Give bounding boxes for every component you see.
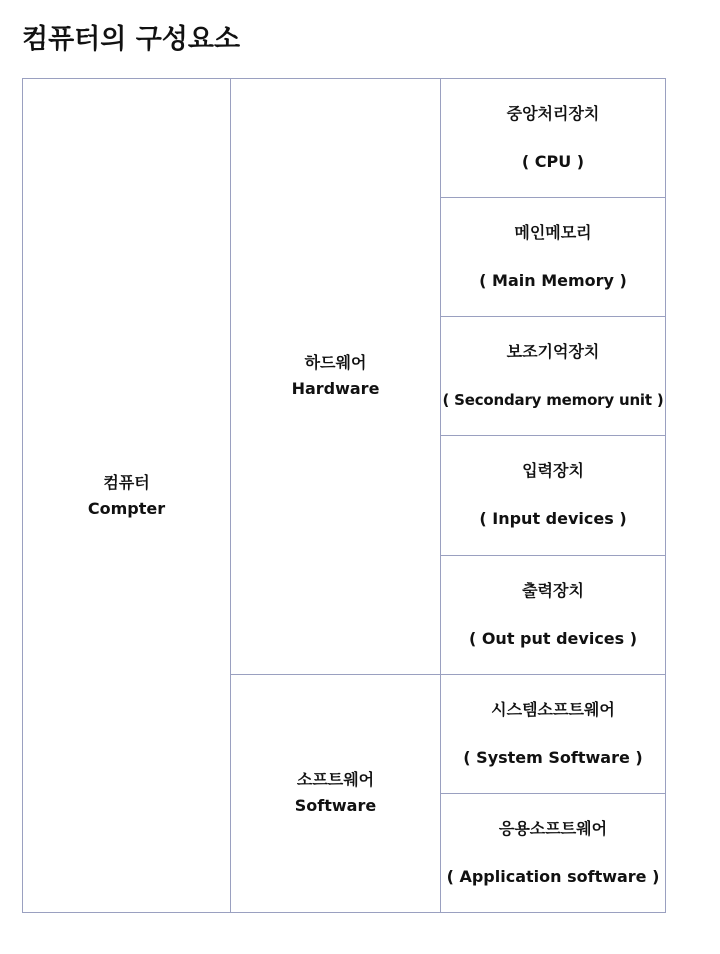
computer-label-ko: 컴퓨터 bbox=[103, 472, 150, 492]
secondary-memory-cell bbox=[441, 317, 666, 436]
components-table bbox=[22, 78, 666, 913]
input-devices-label-en: ( Input devices ) bbox=[479, 509, 627, 529]
secondary-memory-label-en: ( Secondary memory unit ) bbox=[442, 391, 664, 410]
output-devices-cell bbox=[441, 555, 666, 674]
output-devices-label-en: ( Out put devices ) bbox=[468, 628, 638, 648]
table-row bbox=[23, 79, 666, 198]
application-software-cell bbox=[441, 793, 666, 912]
hardware-label-ko: 하드웨어 bbox=[304, 353, 367, 373]
page-title: 컴퓨터의 구성요소 bbox=[22, 24, 241, 55]
input-devices-cell bbox=[441, 436, 666, 555]
system-software-cell bbox=[441, 674, 666, 793]
input-devices-label-ko: 입력장치 bbox=[522, 461, 584, 481]
cpu-cell bbox=[441, 79, 666, 198]
cpu-label-en: ( CPU ) bbox=[521, 152, 585, 172]
output-devices-label-ko: 출력장치 bbox=[522, 580, 584, 600]
computer-cell bbox=[23, 79, 231, 913]
application-software-label-en: ( Application software ) bbox=[446, 866, 660, 886]
cpu-label-ko: 중앙처리장치 bbox=[506, 104, 600, 124]
software-label-ko: 소프트웨어 bbox=[296, 770, 375, 790]
main-memory-label-en: ( Main Memory ) bbox=[479, 271, 627, 291]
hardware-cell bbox=[231, 79, 441, 675]
software-cell bbox=[231, 674, 441, 912]
secondary-memory-label-ko: 보조기억장치 bbox=[506, 342, 600, 362]
main-memory-cell bbox=[441, 198, 666, 317]
software-label-en: Software bbox=[294, 796, 377, 816]
system-software-label-ko: 시스템소프트웨어 bbox=[491, 699, 615, 719]
main-memory-label-ko: 메인메모리 bbox=[514, 223, 592, 243]
system-software-label-en: ( System Software ) bbox=[463, 747, 643, 767]
hardware-label-en: Hardware bbox=[291, 379, 380, 399]
computer-label-en: Compter bbox=[87, 498, 166, 518]
application-software-label-ko: 응용소프트웨어 bbox=[498, 818, 608, 838]
